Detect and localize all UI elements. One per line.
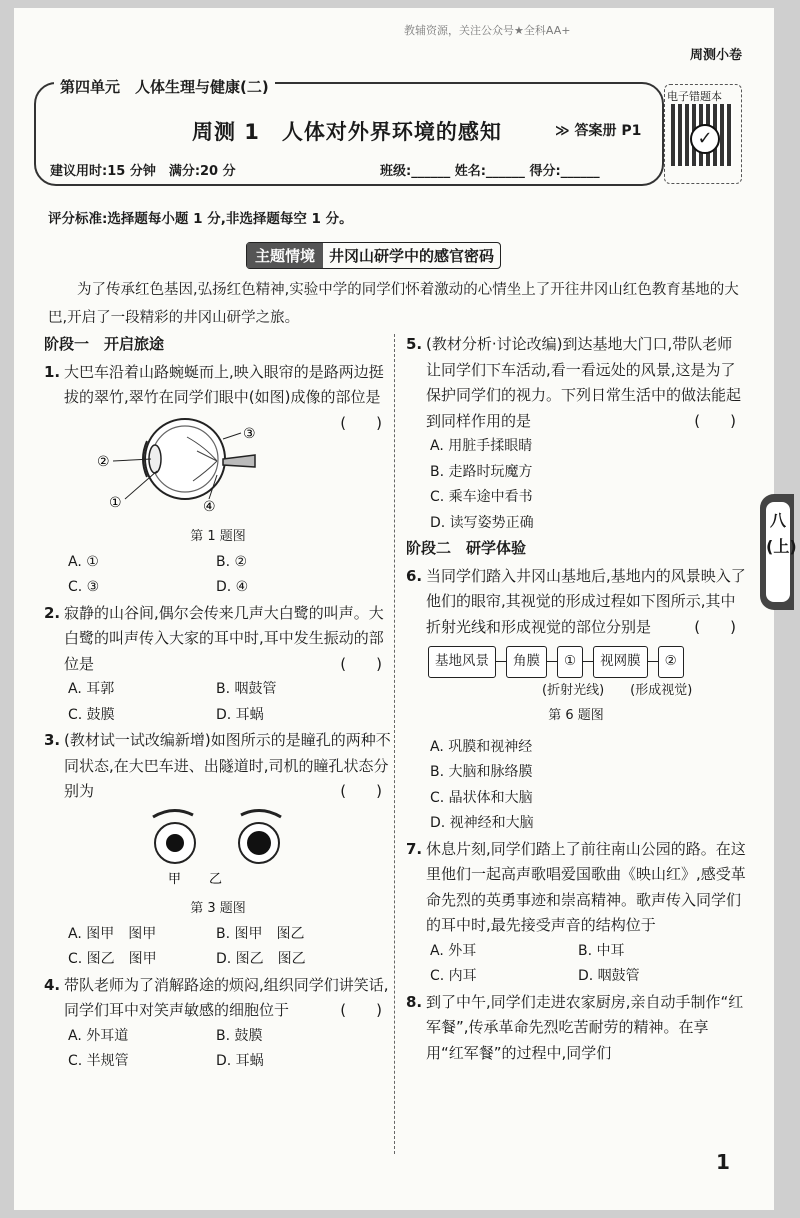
question-text: (教材分析·讨论改编)到达基地大门口,带队老师让同学们下车活动,看一看远处的风景,这是为了保护同学们的视力。下列日常生活中的做法能起到同样作用的是	[426, 335, 742, 430]
question-number: 4.	[44, 975, 61, 994]
arrow-icon	[648, 661, 658, 662]
question-number: 5.	[406, 335, 423, 353]
intro-paragraph: 为了传承红色基因,弘扬红色精神,实验中学的同学们怀着激动的心情坐上了开往井冈山红色教育基地的大巴,开启了一段精彩的井冈山研学之旅。	[48, 282, 739, 326]
vision-flowchart	[428, 646, 746, 678]
answer-blank[interactable]: ( )	[340, 654, 382, 673]
label-1: ①	[109, 494, 122, 511]
stage-heading: 阶段二 研学体验	[406, 539, 527, 557]
option-c[interactable]: C. 半规管	[68, 1053, 129, 1069]
label-jia: 甲	[168, 871, 182, 887]
option-a[interactable]: A. 巩膜和视神经	[430, 738, 533, 755]
figure-caption: 第 1 题图	[190, 529, 246, 544]
option-b[interactable]: B. 图甲 图乙	[216, 925, 305, 942]
question-number: 1.	[44, 362, 61, 381]
option-a[interactable]: A. 外耳	[430, 942, 477, 959]
flow-box: ①	[557, 646, 583, 678]
flow-label: (折射光线)	[542, 682, 605, 698]
option-d[interactable]: D. 耳蜗	[216, 706, 264, 723]
figure-caption: 第 3 题图	[190, 901, 246, 916]
answer-reference: ≫ 答案册 P1	[555, 123, 642, 139]
options	[44, 677, 392, 728]
options	[406, 939, 746, 990]
options	[44, 550, 392, 601]
left-column	[44, 332, 392, 1075]
option-c[interactable]: C. 内耳	[430, 968, 477, 984]
question-text: (教材试一试改编新增)如图所示的是瞳孔的两种不同状态,在大巴车进、出隧道时,司机的瞳孔状态分别为	[64, 731, 391, 800]
question-text: 休息片刻,同学们踏上了前往南山公园的路。在这里他们一起高声歌唱爱国歌曲《映山红》,感受革命先烈的英勇事迹和崇高精神。歌声传入同学们的耳中时,最先接受声音的结构位于	[426, 839, 746, 934]
option-c[interactable]: C. 鼓膜	[68, 706, 115, 723]
label-3: ③	[243, 425, 256, 442]
watermark-text: 教辅资源，关注公众号★全科AA+	[404, 24, 571, 37]
question-number: 7.	[406, 839, 423, 858]
option-d[interactable]: D. 视神经和大脑	[430, 815, 534, 831]
series-title: 周测小卷	[690, 48, 743, 63]
option-a[interactable]: A. 外耳道	[68, 1027, 129, 1044]
time-score-info: 建议用时:15 分钟 满分:20 分	[50, 164, 236, 179]
label-4: ④	[203, 498, 216, 515]
question-text: 带队老师为了消解路途的烦闷,组织同学们讲笑话,同学们耳中对笑声敏感的细胞位于	[64, 975, 389, 1019]
flow-label: (形成视觉)	[630, 682, 693, 698]
question-text: 大巴车沿着山路蜿蜒而上,映入眼帘的是路两边挺拔的翠竹,翠竹在同学们眼中(如图)成像的部位是	[64, 362, 384, 406]
flow-box: 基地风景	[428, 646, 496, 678]
arrow-icon	[583, 661, 593, 662]
option-a[interactable]: A. 图甲 图甲	[68, 925, 157, 942]
option-b[interactable]: B. 大脑和脉络膜	[430, 764, 533, 780]
option-d[interactable]: D. 耳蜗	[216, 1053, 264, 1069]
flow-box: 视网膜	[593, 646, 648, 678]
question-2	[44, 601, 392, 678]
options	[44, 1024, 392, 1075]
question-number: 2.	[44, 603, 61, 622]
question-1	[44, 360, 392, 432]
option-a[interactable]: A. 耳郭	[68, 681, 115, 697]
stage-heading: 阶段一 开启旅途	[44, 335, 165, 353]
theme-banner	[246, 242, 501, 269]
question-5	[406, 332, 746, 434]
theme-tag: 主题情境	[247, 243, 323, 268]
option-d[interactable]: D. 咽鼓管	[578, 968, 640, 984]
label-2: ②	[97, 453, 110, 470]
theme-title: 井冈山研学中的感官密码	[329, 247, 495, 265]
figure-caption: 第 6 题图	[548, 708, 604, 723]
question-text: 寂静的山谷间,偶尔会传来几声大白鹭的叫声。大白鹭的叫声传入大家的耳中时,耳中发生振动的部位是	[64, 603, 384, 673]
question-text: 到了中午,同学们走进农家厨房,亲自动手制作“红军餐”,传承革命先烈吃苦耐劳的精神。在享用“红军餐”的过程中,同学们	[426, 992, 744, 1062]
answer-blank[interactable]: ( )	[694, 617, 736, 636]
label-yi: 乙	[209, 871, 223, 887]
question-6	[406, 564, 746, 641]
pupil-diagram	[44, 805, 392, 922]
option-b[interactable]: B. ②	[216, 553, 248, 570]
option-b[interactable]: B. 咽鼓管	[216, 681, 277, 697]
checkmark-icon: ✓	[690, 124, 720, 154]
question-number: 8.	[406, 992, 423, 1011]
grade-tab-label: 八(上)	[766, 502, 790, 602]
question-text: 当同学们踏入井冈山基地后,基地内的风景映入了他们的眼帘,其视觉的形成过程如下图所示,其中折射光线和形成视觉的部位分别是	[426, 566, 746, 636]
answer-blank[interactable]: ( )	[340, 782, 382, 800]
answer-blank[interactable]: ( )	[340, 413, 382, 432]
flow-labels	[542, 678, 746, 704]
question-7	[406, 837, 746, 939]
question-4	[44, 973, 392, 1024]
option-c[interactable]: C. 图乙 图甲	[68, 951, 157, 967]
option-d[interactable]: D. ④	[216, 579, 249, 595]
question-3	[44, 728, 392, 805]
option-a[interactable]: A. ①	[68, 553, 99, 570]
pupil-eyes-icon	[143, 805, 293, 887]
unit-title: 第四单元 人体生理与健康(二)	[54, 76, 275, 97]
answer-blank[interactable]: ( )	[694, 411, 736, 430]
page-number: 1	[716, 1150, 730, 1174]
option-d[interactable]: D. 读写姿势正确	[430, 514, 534, 531]
arrow-icon	[496, 661, 506, 662]
right-column	[406, 332, 746, 1066]
option-c[interactable]: C. 晶状体和大脑	[430, 789, 533, 806]
question-number: 6.	[406, 566, 423, 585]
eye-icon	[77, 411, 307, 515]
option-a[interactable]: A. 用脏手揉眼睛	[430, 438, 533, 454]
option-b[interactable]: B. 鼓膜	[216, 1027, 263, 1044]
option-c[interactable]: C. ③	[68, 579, 100, 595]
test-title: 周测 1 人体对外界环境的感知	[192, 120, 502, 144]
option-d[interactable]: D. 图乙 图乙	[216, 951, 306, 967]
question-number: 3.	[44, 731, 61, 749]
student-fields: 班级:______ 姓名:______ 得分:______	[380, 164, 600, 179]
arrow-icon	[547, 661, 557, 662]
answer-blank[interactable]: ( )	[340, 1001, 382, 1019]
flow-box: ②	[658, 646, 684, 678]
option-c[interactable]: C. 乘车途中看书	[430, 489, 533, 505]
options	[44, 922, 392, 973]
qr-label: 电子错题本	[667, 90, 722, 103]
option-b[interactable]: B. 中耳	[578, 942, 625, 959]
scoring-criteria: 评分标准:选择题每小题 1 分,非选择题每空 1 分。	[48, 211, 353, 227]
flow-box: 角膜	[506, 646, 547, 678]
question-8	[406, 990, 746, 1067]
option-b[interactable]: B. 走路时玩魔方	[430, 463, 533, 480]
column-divider	[394, 334, 395, 1154]
